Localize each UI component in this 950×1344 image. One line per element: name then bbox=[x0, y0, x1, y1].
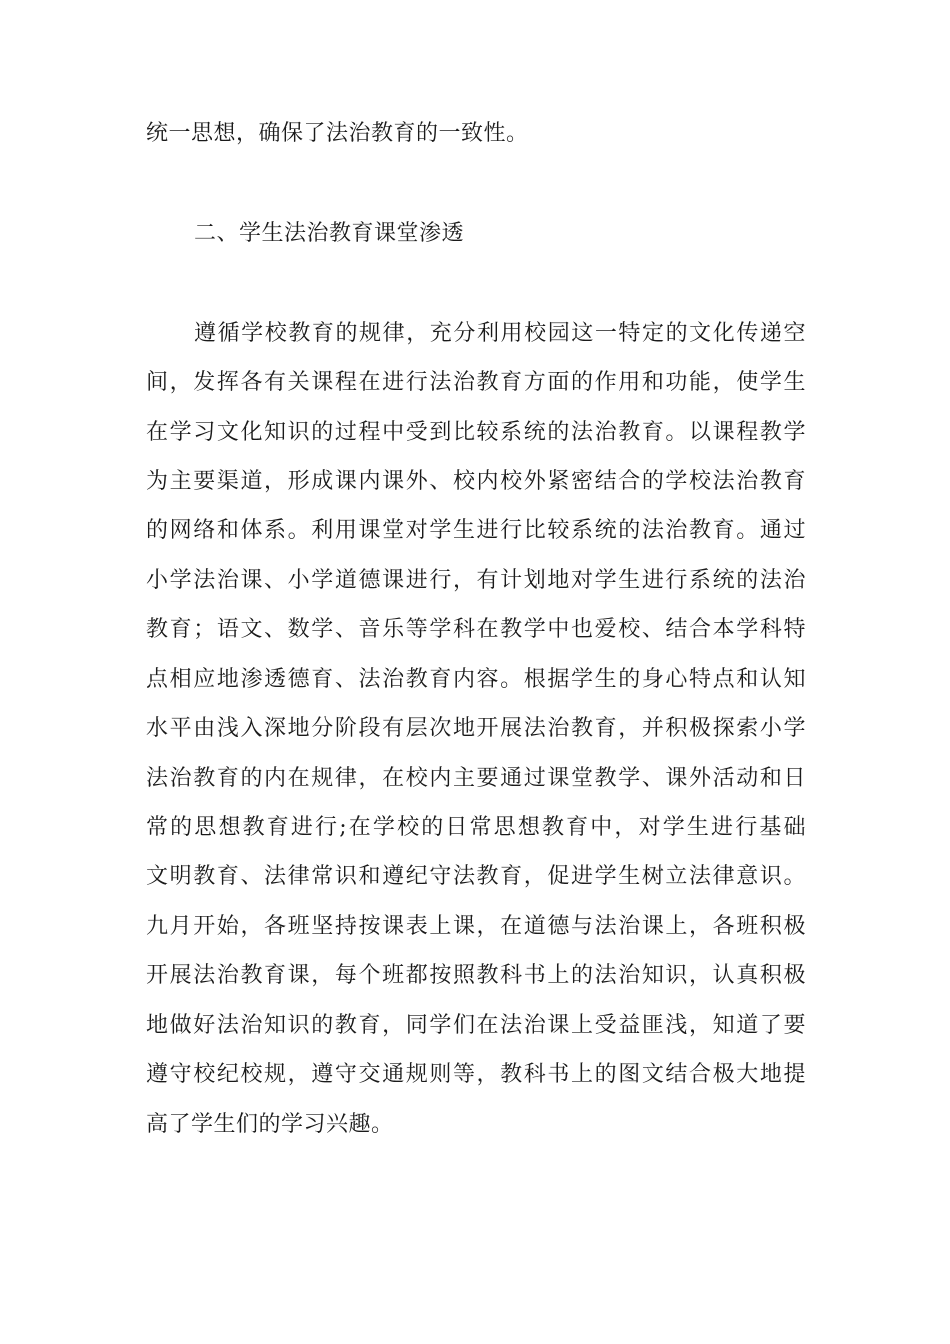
paragraph-line: 文明教育、法律常识和遵纪守法教育，促进学生树立法律意识。 bbox=[146, 864, 806, 889]
section-heading: 二、学生法治教育课堂渗透 bbox=[194, 221, 465, 246]
paragraph-line: 地做好法治知识的教育，同学们在法治课上受益匪浅，知道了要 bbox=[146, 1013, 806, 1038]
paragraph-line: 高了学生们的学习兴趣。 bbox=[146, 1112, 394, 1137]
paragraph-line: 点相应地渗透德育、法治教育内容。根据学生的身心特点和认知 bbox=[146, 667, 806, 692]
paragraph-line: 在学习文化知识的过程中受到比较系统的法治教育。以课程教学 bbox=[146, 420, 806, 445]
paragraph-line: 教育；语文、数学、音乐等学科在教学中也爱校、结合本学科特 bbox=[146, 617, 806, 642]
paragraph-line: 九月开始，各班坚持按课表上课，在道德与法治课上，各班积极 bbox=[146, 914, 806, 939]
paragraph-line: 的网络和体系。利用课堂对学生进行比较系统的法治教育。通过 bbox=[146, 518, 806, 543]
paragraph-line: 常的思想教育进行;在学校的日常思想教育中，对学生进行基础 bbox=[146, 815, 806, 840]
paragraph-line: 法治教育的内在规律，在校内主要通过课堂教学、课外活动和日 bbox=[146, 766, 806, 791]
paragraph-line: 为主要渠道，形成课内课外、校内校外紧密结合的学校法治教育 bbox=[146, 469, 806, 494]
paragraph-line: 开展法治教育课，每个班都按照教科书上的法治知识，认真积极 bbox=[146, 963, 806, 988]
paragraph-line: 小学法治课、小学道德课进行，有计划地对学生进行系统的法治 bbox=[146, 568, 806, 593]
paragraph-line: 间，发挥各有关课程在进行法治教育方面的作用和功能，使学生 bbox=[146, 370, 806, 395]
paragraph-line: 遵循学校教育的规律，充分利用校园这一特定的文化传递空 bbox=[194, 321, 806, 346]
paragraph-line: 水平由浅入深地分阶段有层次地开展法治教育，并积极探索小学 bbox=[146, 716, 806, 741]
paragraph-line: 遵守校纪校规，遵守交通规则等，教科书上的图文结合极大地提 bbox=[146, 1062, 806, 1087]
intro-line: 统一思想，确保了法治教育的一致性。 bbox=[146, 121, 529, 146]
